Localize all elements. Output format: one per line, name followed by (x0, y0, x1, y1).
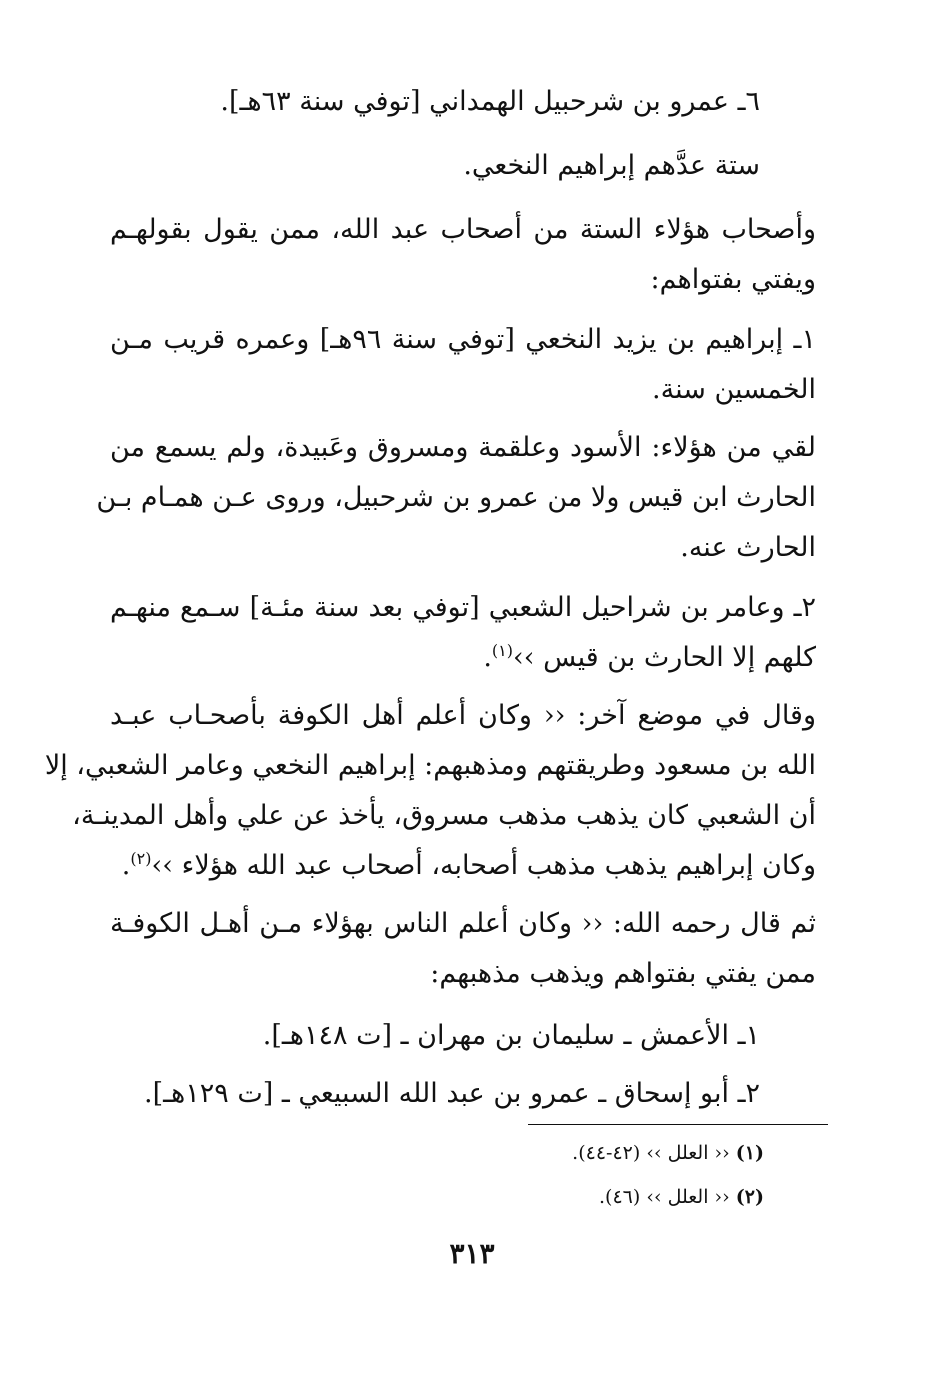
paragraph-line: الحارث ابن قيس ولا من عمرو بن شرحبيل، وروى عـن همـام بـن (96, 482, 816, 513)
paragraph-line: ثم قال رحمه الله: ‹‹ وكان أعلم الناس بهؤلاء مـن أهـل الكوفـة (110, 908, 816, 939)
paragraph-line: وكان إبراهيم يذهب مذهب أصحابه، أصحاب عبد الله هؤلاء ››$^{(٢)}$. (121, 849, 816, 881)
footnote-separator (528, 1124, 828, 1125)
paragraph-line: وأصحاب هؤلاء الستة من أصحاب عبد الله، ممن يقول بقولهـم (110, 214, 816, 245)
paragraph-line: ستة عدَّهم إبراهيم النخعي. (463, 150, 760, 181)
paragraph-line: كلهم إلا الحارث بن قيس ››$^{(١)}$. (483, 641, 816, 673)
footnote-ref-2: (٢) (130, 849, 152, 868)
list-item-abu-ishaq: ٢ـ أبو إسحاق ـ عمرو بن عبد الله السبيعي ـ [ت ١٢٩هـ]. (143, 1078, 760, 1109)
footnote-1 (572, 1138, 764, 1168)
paragraph-line: أن الشعبي كان يذهب مذهب مسروق، يأخذ عن علي وأهل المدينـة، (72, 800, 816, 831)
page-number: ٣١٣ (449, 1237, 495, 1270)
footnote-text: ‹‹ العلل ›› (٤٦). (599, 1186, 730, 1208)
list-item-amir-shabi: ٢ـ وعامر بن شراحيل الشعبي [توفي بعد سنة مئـة] سـمع منهـم (110, 592, 816, 623)
footnote-ref-1: (١) (491, 641, 513, 660)
list-item-ibrahim-nakhai: ١ـ إبراهيم بن يزيد النخعي [توفي سنة ٩٦هـ] وعمره قريب مـن (110, 324, 816, 355)
paragraph-line: وقال في موضع آخر: ‹‹ وكان أعلم أهل الكوفة بأصحـاب عبـد (110, 700, 816, 731)
paragraph-line: الخمسين سنة. (652, 374, 816, 405)
footnote-number: (٢) (735, 1186, 764, 1208)
footnote-2 (599, 1182, 764, 1212)
paragraph-line: الحارث عنه. (680, 532, 816, 563)
list-item-amr-ibn-shurahbil: ٦ـ عمرو بن شرحبيل الهمداني [توفي سنة ٦٣هـ]. (220, 86, 760, 117)
paragraph-line: لقي من هؤلاء: الأسود وعلقمة ومسروق وعَبيدة، ولم يسمع من (110, 432, 816, 463)
list-item-amash: ١ـ الأعمش ـ سليمان بن مهران ـ [ت ١٤٨هـ]. (262, 1020, 760, 1051)
footnote-text: ‹‹ العلل ›› (٤٢-٤٤). (572, 1142, 730, 1164)
paragraph-line: ممن يفتي بفتواهم ويذهب مذهبهم: (430, 958, 816, 989)
paragraph-line: ويفتي بفتواهم: (650, 264, 816, 295)
footnote-number: (١) (735, 1142, 764, 1164)
paragraph-line: الله بن مسعود وطريقتهم ومذهبهم: إبراهيم النخعي وعامر الشعبي، إلا (44, 750, 816, 781)
